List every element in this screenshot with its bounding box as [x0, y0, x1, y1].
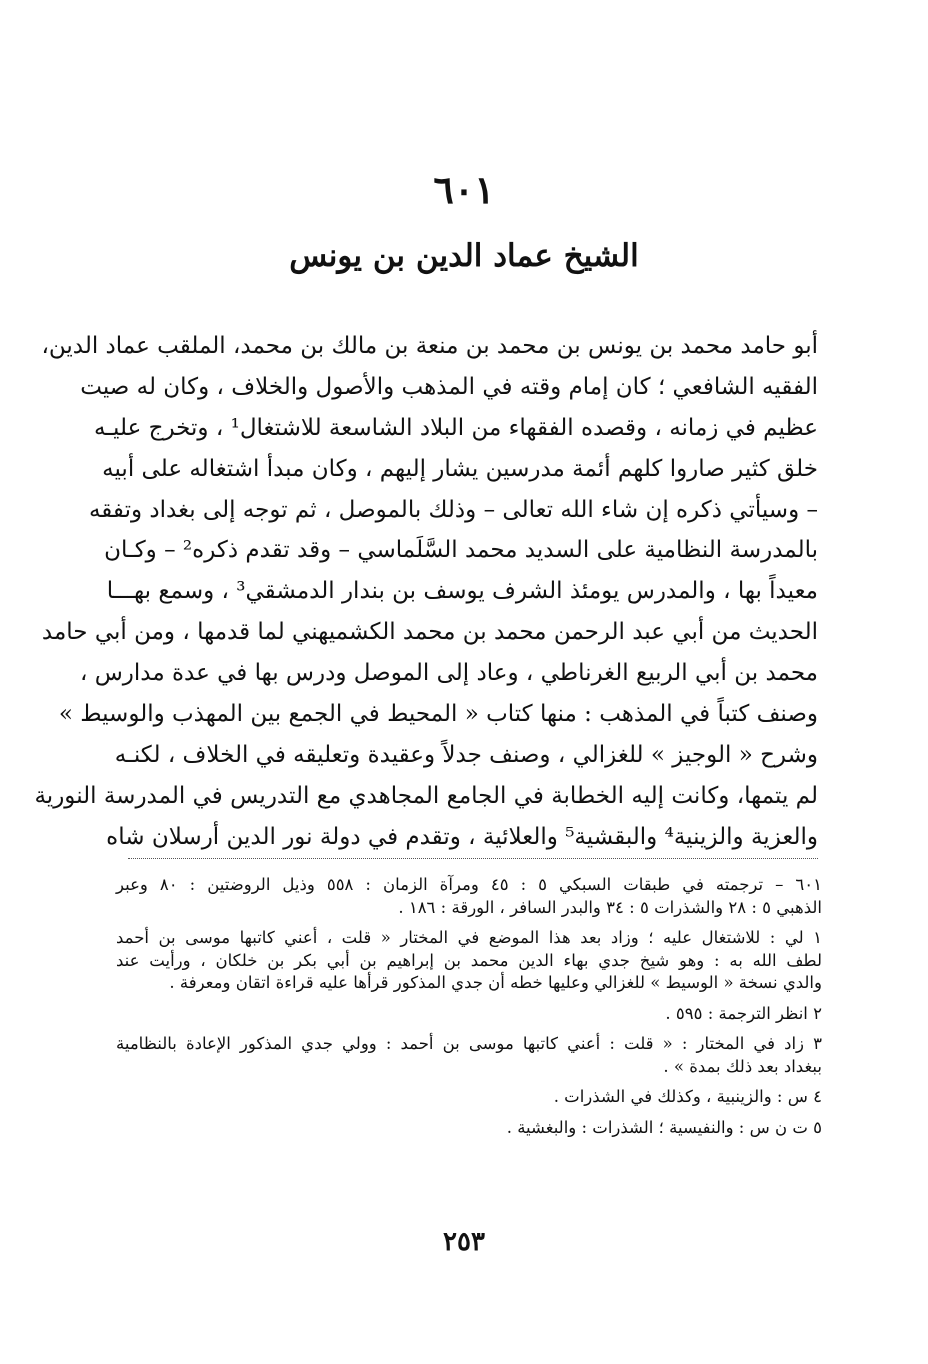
footnote-2 — [116, 1003, 822, 1026]
page-number: ٢٥٣ — [443, 1227, 485, 1257]
footnote-line: ٤ س : والزينبية ، وكذلك في الشذرات . — [553, 1087, 822, 1106]
footnote-1 — [116, 927, 822, 995]
main-text — [34, 326, 818, 858]
text-line: والعزية والزينية⁴ والبقشية⁵ والعلائية ، وتقدم في دولة نور الدين أرسلان شاه — [106, 823, 818, 850]
text-line: أبو حامد محمد بن يونس بن محمد بن منعة بن مالك بن محمد، الملقب عماد الدين، — [41, 333, 818, 359]
text-line: بالمدرسة النظامية على السديد محمد السَّلَماسي – وقد تقدم ذكره² – وكـان — [104, 537, 818, 564]
footnote-line: ٣ زاد في المختار : « قلت : أعني كاتبها موسى بن أحمد : وولي جدي المذكور الإعادة بالنظامية — [116, 1034, 822, 1053]
footnote-4 — [116, 1086, 822, 1109]
text-line: – وسيأتي ذكره إن شاء الله تعالى – وذلك بالموصل ، ثم توجه إلى بغداد وتفقه — [88, 496, 818, 523]
footnotes — [116, 874, 822, 1139]
text-line: معيداً بها ، والمدرس يومئذ الشرف يوسف بن بندار الدمشقي³ ، وسمع بهـــا — [106, 578, 818, 605]
footnote-line: ١ لي : للاشتغال عليه ؛ وزاد بعد هذا الموضع في المختار « قلت ، أعني كاتبها موسى بن أحمد — [116, 928, 822, 947]
footnote-line: ٦٠١ – ترجمته في طبقات السبكي ٥ : ٤٥ ومرآة الزمان : ٥٥٨ وذيل الروضتين : ٨٠ وعبر — [116, 875, 822, 894]
footnote-5 — [116, 1117, 822, 1140]
text-line: محمد بن أبي الربيع الغرناطي ، وعاد إلى الموصل ودرس بها في عدة مدارس ، — [79, 660, 818, 687]
text-line: الفقيه الشافعي ؛ كان إمام وقته في المذهب والأصول والخلاف ، وكان له صيت — [80, 373, 818, 400]
footnote-line: ببغداد بعد ذلك بمدة » . — [663, 1056, 822, 1076]
entry-title: الشيخ عماد الدين بن يونس — [289, 238, 639, 274]
footnote-3 — [116, 1033, 822, 1078]
text-line: الحديث من أبي عبد الرحمن محمد بن محمد الكشميهني لما قدمها ، ومن أبي حامد — [41, 619, 818, 646]
text-line: خلق كثير صاروا كلهم أئمة مدرسين يشار إليهم ، وكان مبدأ اشتغاله على أبيه — [102, 455, 818, 482]
entry-number: ٦٠١ — [433, 167, 495, 212]
footnote-line: لطف الله به : وهو شيخ جدي بهاء الدين محمد بن إبراهيم بن أبي بكر بن خلكان ، ورأيت عند — [116, 950, 822, 970]
footnote-divider — [128, 858, 818, 859]
text-line: وشرح « الوجيز » للغزالي ، وصنف جدلاً وعقيدة وتعليقه في الخلاف ، لكنـه — [114, 741, 818, 768]
footnote-line: والدي نسخة « الوسيط » للغزالي وعليها خطه أن جدي المذكور قرأها عليه قراءة اتقان ومعرفة . — [169, 973, 822, 992]
footnote-line: ٥ ت ن س : والنفيسية ؛ الشذرات : والبغشية . — [506, 1117, 822, 1137]
footnote-line: ٢ انظر الترجمة : ٥٩٥ . — [665, 1003, 822, 1023]
footnote-sources — [116, 874, 822, 919]
text-line: وصنف كتباً في المذهب : منها كتاب « المحيط في الجمع بين المهذب والوسيط » — [58, 701, 818, 728]
text-line: لم يتمها، وكانت إليه الخطابة في الجامع المجاهدي مع التدريس في المدرسة النورية — [34, 782, 818, 809]
footnote-line: الذهبي ٥ : ٢٨ والشذرات ٥ : ٣٤ والبدر السافر ، الورقة : ١٨٦ . — [398, 897, 822, 917]
text-line: عظيم في زمانه ، وقصده الفقهاء من البلاد الشاسعة للاشتغال¹ ، وتخرج عليـه — [93, 414, 818, 441]
